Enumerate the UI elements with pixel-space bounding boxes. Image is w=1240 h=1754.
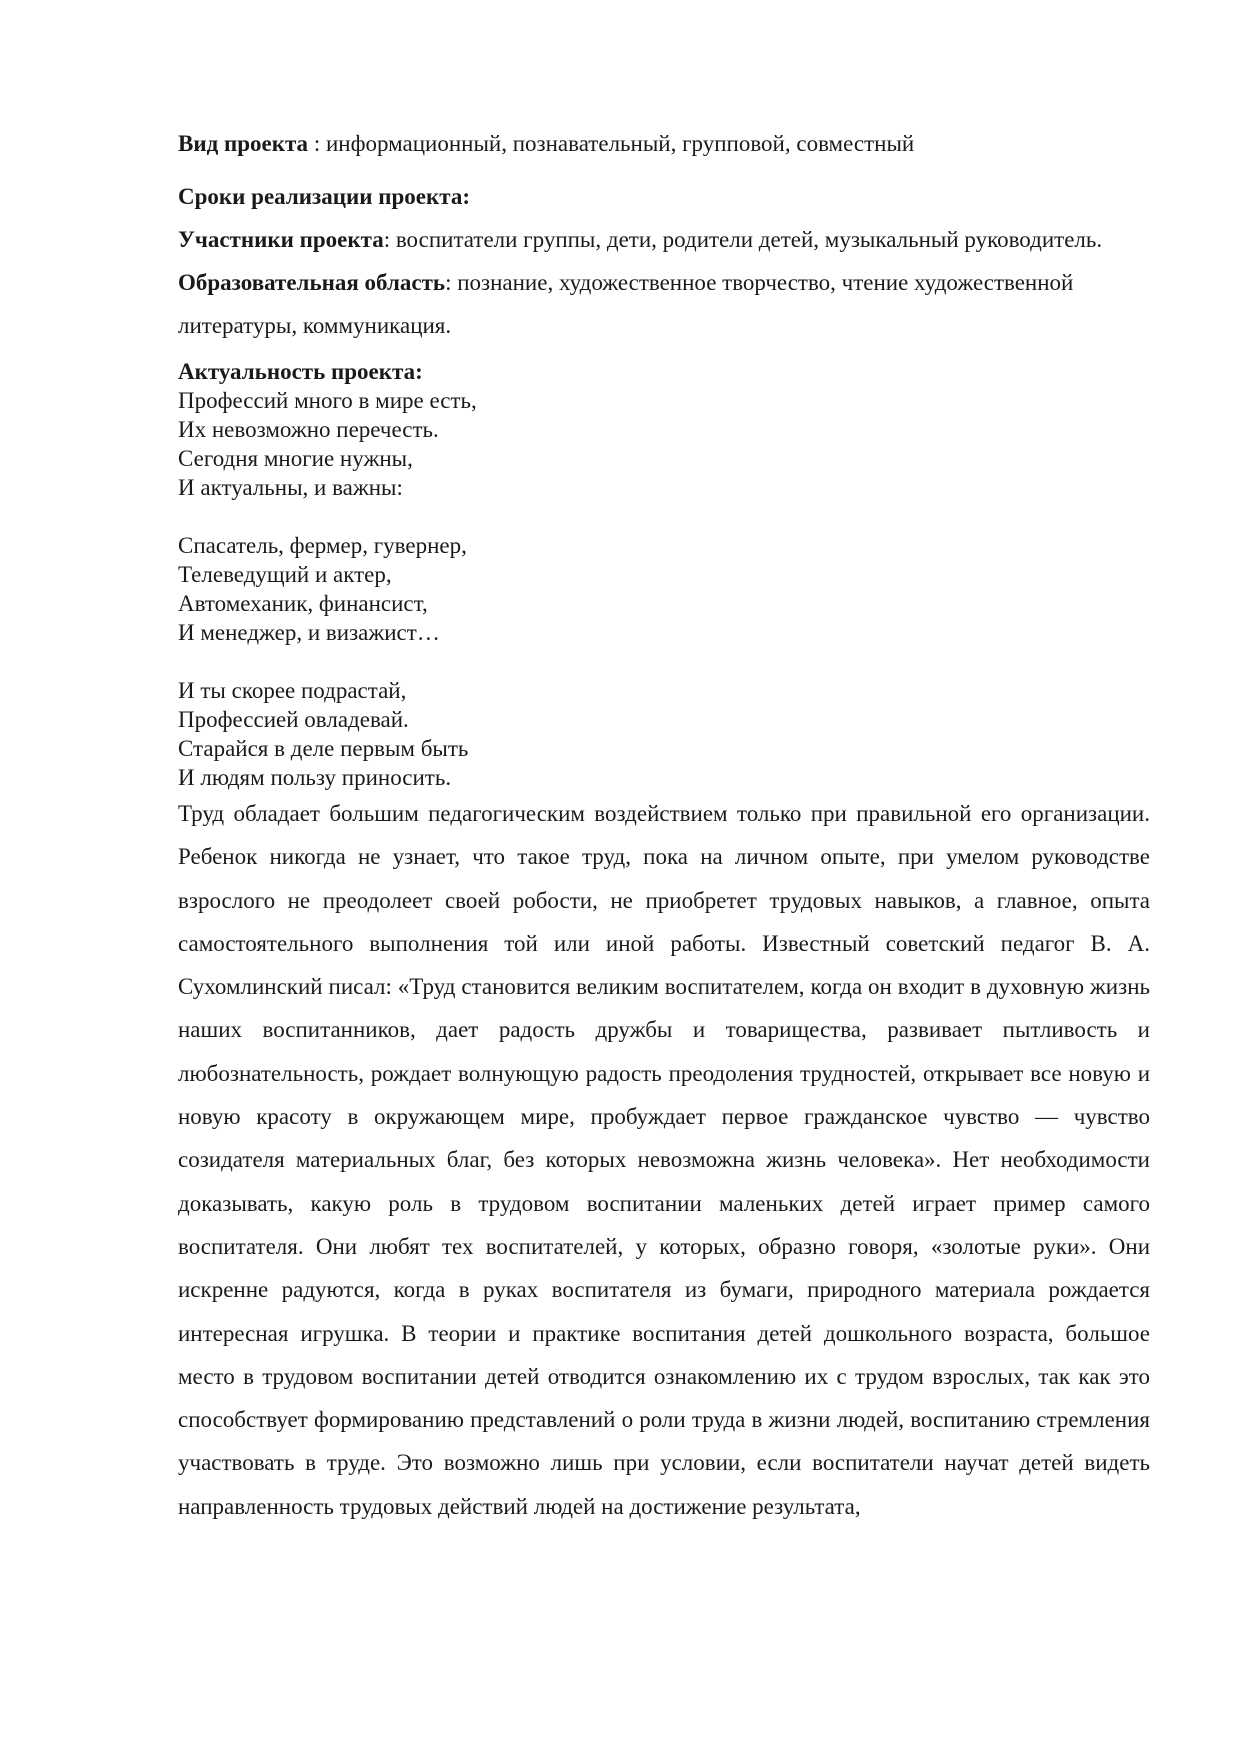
educational-area-separator: : <box>445 270 458 295</box>
educational-area-label: Образовательная область <box>178 270 446 295</box>
project-participants-value: воспитатели группы, дети, родители детей, музыкальный руководитель. <box>395 227 1103 252</box>
educational-area-value: познание, художественное творчество, чтение художественной литературы, коммуникация. <box>178 270 1074 338</box>
poem-line: И актуальны, и важны: <box>178 475 403 500</box>
poem-line: Старайся в деле первым быть <box>178 736 469 761</box>
project-period-field <box>178 175 1150 218</box>
poem-line: Профессий много в мире есть, <box>178 388 477 413</box>
poem-line: Автомеханик, финансист, <box>178 591 428 616</box>
project-type-value: информационный, познавательный, групповой, совместный <box>325 131 915 156</box>
poem-line: Их невозможно перечесть. <box>178 417 439 442</box>
project-participants-label: Участники проекта <box>178 227 384 252</box>
project-type-separator: : <box>308 131 326 156</box>
educational-area-field <box>178 261 1150 347</box>
project-period-label: Сроки реализации проекта <box>178 184 463 209</box>
project-participants-field <box>178 218 1150 261</box>
project-participants-separator: : <box>383 227 396 252</box>
poem-line: Сегодня многие нужны, <box>178 446 413 471</box>
poem-line: И ты скорее подрастай, <box>178 678 407 703</box>
poem-line: Профессией овладевай. <box>178 707 409 732</box>
poem-line: И людям пользу приносить. <box>178 765 452 790</box>
poem-stanza-1 <box>178 386 1150 502</box>
poem-line: Спасатель, фермер, гувернер, <box>178 533 467 558</box>
poem-stanza-3 <box>178 676 1150 792</box>
project-period-separator: : <box>462 184 471 209</box>
relevance-heading: Актуальность проекта: <box>178 359 423 384</box>
project-type-label: Вид проекта <box>178 131 309 156</box>
poem <box>178 386 1150 792</box>
poem-line: И менеджер, и визажист… <box>178 620 440 645</box>
poem-line: Телеведущий и актер, <box>178 562 392 587</box>
project-type-field <box>178 122 1150 165</box>
body-paragraph: Труд обладает большим педагогическим воздействием только при правильной его организации. Ребенок никогда не узнает, что такое труд, пока на личном опыте, при умелом руководстве взрослого не преодолеет своей робости, не приобретет трудовых навыков, а главное, опыта самостоятельного выполнения той или иной работы. Известный советский педагог В. А. Сухомлинский писал: «Труд становится великим воспитателем, когда он входит в духовную жизнь наших воспитанников, дает радость дружбы и товарищества, развивает пытливость и любознательность, рождает волнующую радость преодоления трудностей, открывает все новую и новую красоту в окружающем мире, пробуждает первое гражданское чувство — чувство созидателя материальных благ, без которых невозможна жизнь человека». Нет необходимости доказывать, какую роль в трудовом воспитании маленьких детей играет пример самого воспитателя. Они любят тех воспитателей, у которых, образно говоря, «золотые руки». Они искренне радуются, когда в руках воспитателя из бумаги, природного материала рождается интересная игрушка. В теории и практике воспитания детей дошкольного возраста, большое место в трудовом воспитании детей отводится ознакомлению их с трудом взрослых, так как это способствует формированию представлений о роли труда в жизни людей, воспитанию стремления участвовать в труде. Это возможно лишь при условии, если воспитатели научат детей видеть направленность трудовых действий людей на достижение результата, <box>178 801 1150 1519</box>
document-content <box>178 122 1150 1528</box>
poem-stanza-2 <box>178 531 1150 647</box>
